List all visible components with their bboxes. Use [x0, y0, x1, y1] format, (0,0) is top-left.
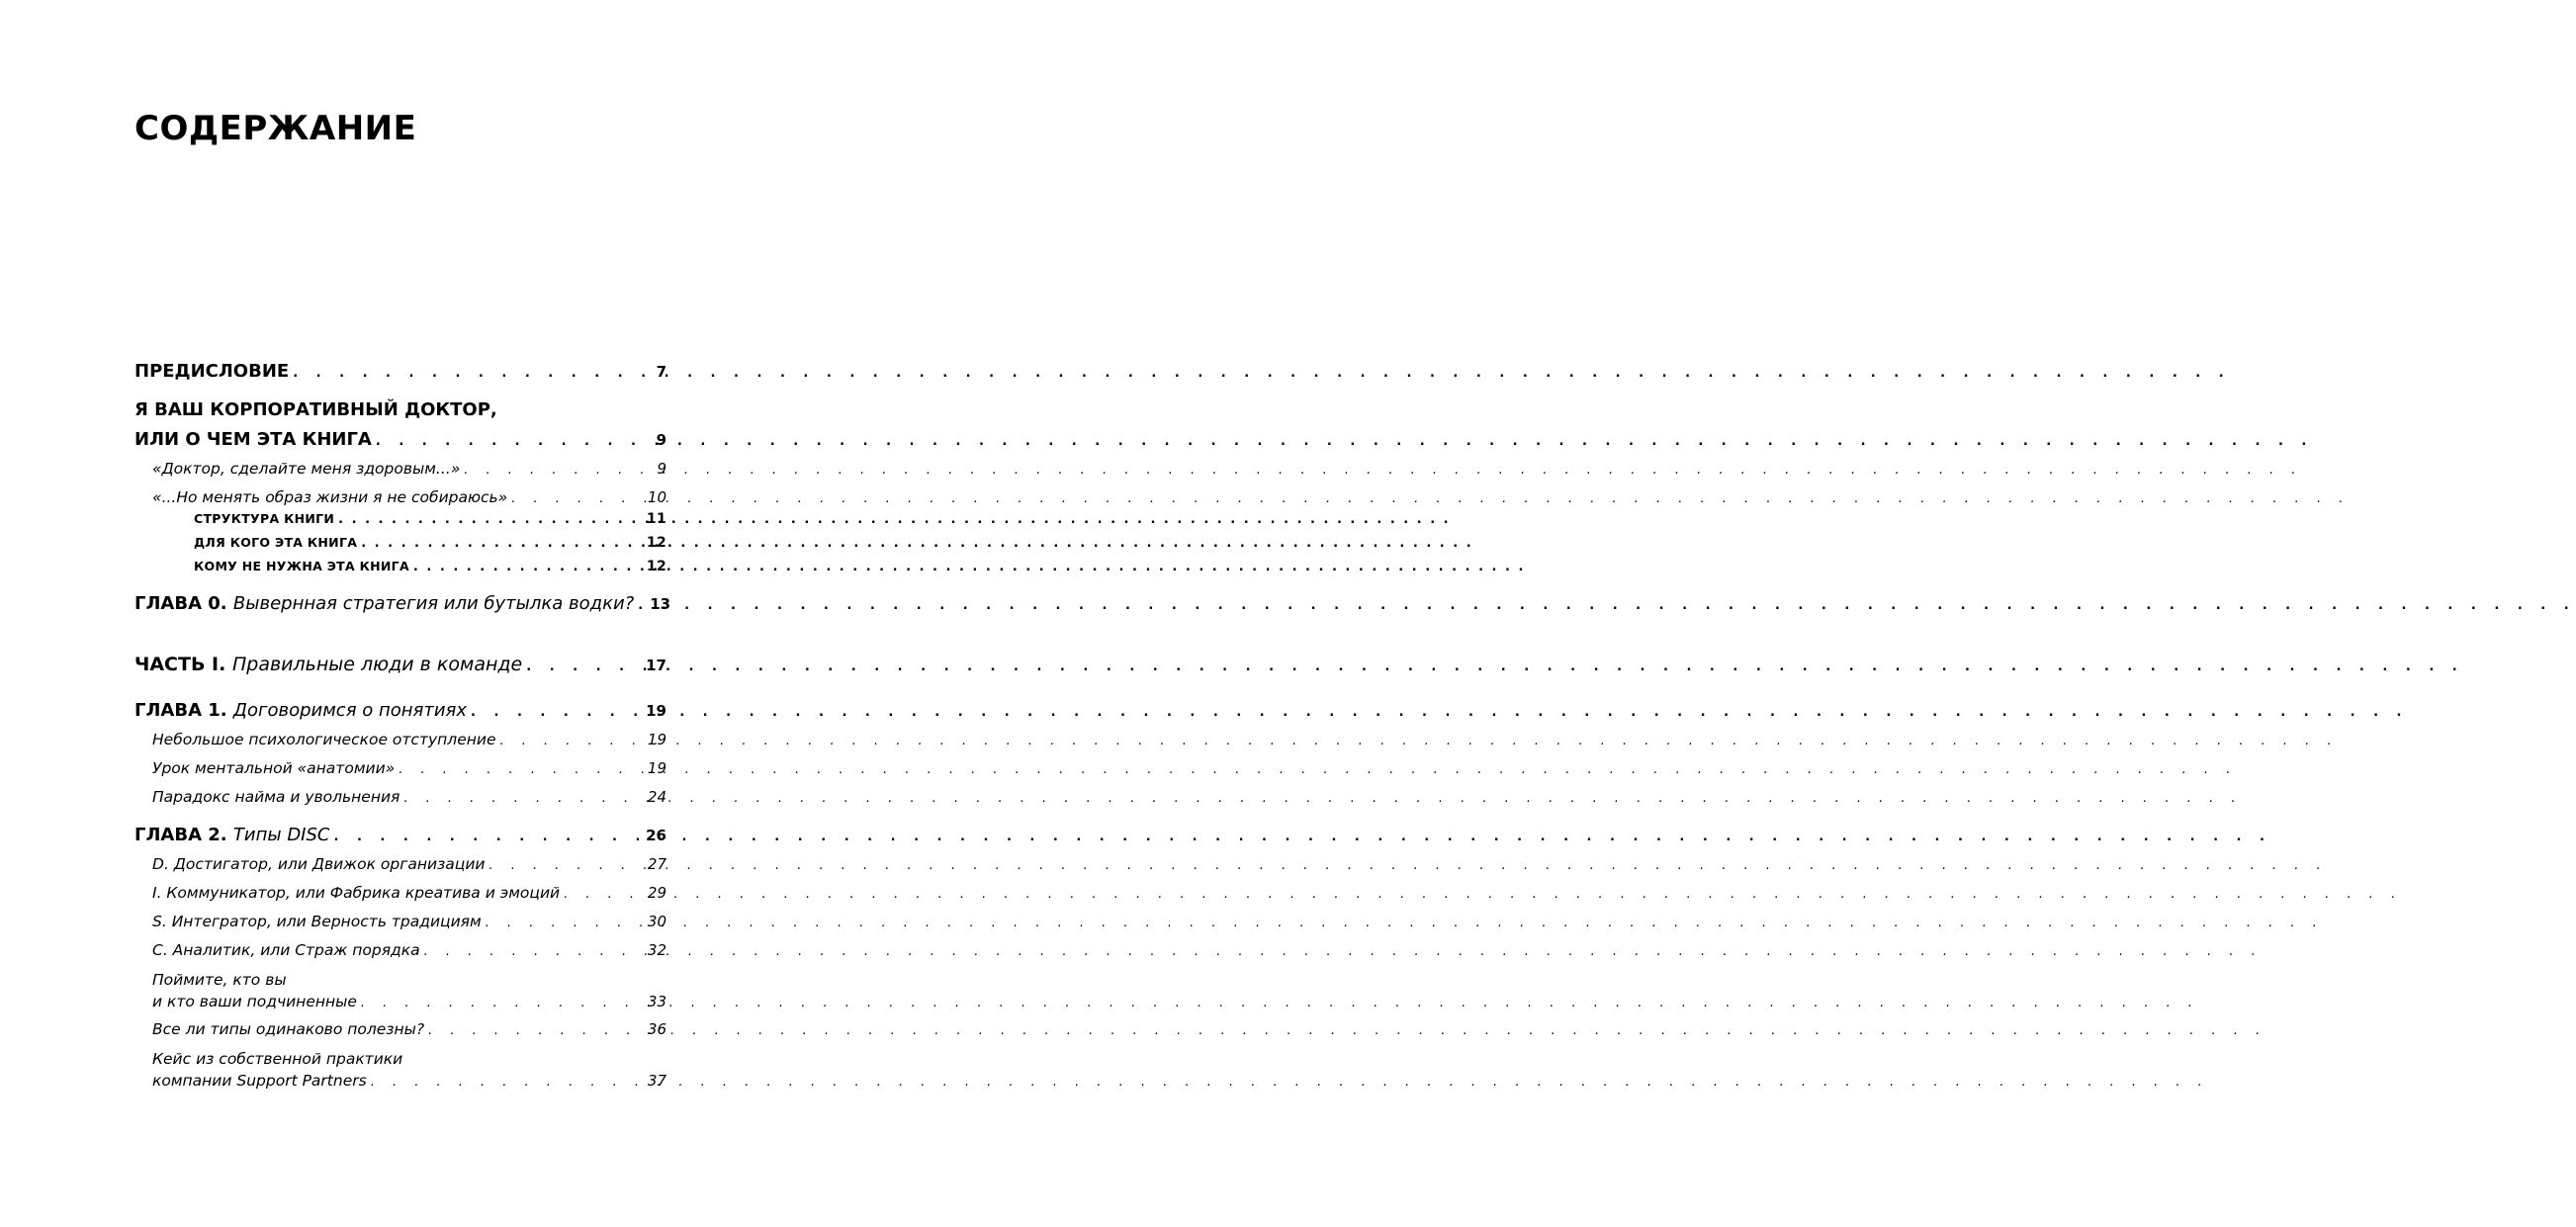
page-number: 10: [647, 488, 666, 506]
page-number: 33: [647, 993, 666, 1010]
dot-leader: [428, 1023, 644, 1038]
toc-entry-intro-item-1[interactable]: [152, 460, 666, 478]
dot-leader: [371, 1075, 644, 1090]
chapter-title: Вывернная стратегия или бутылка водки?: [232, 593, 635, 614]
toc-entry-label: ИЛИ О ЧЕМ ЭТА КНИГА: [134, 429, 372, 450]
dot-leader: [413, 560, 643, 574]
part-prefix: ЧАСТЬ I.: [134, 654, 226, 675]
toc-entry-ch1-item-1[interactable]: [152, 731, 666, 748]
chapter-prefix: ГЛАВА 0.: [134, 593, 227, 614]
toc-entry-ch2-item-1[interactable]: [152, 855, 666, 873]
table-of-contents: [0, 0, 789, 1227]
page-number: 19: [647, 731, 666, 748]
chapter-prefix: ГЛАВА 2.: [134, 825, 227, 845]
toc-entry-label: Урок ментальной «анатомии»: [152, 759, 396, 777]
toc-entry-label: D. Достигатор, или Движок организации: [152, 855, 486, 873]
chapter-title: Типы DISC: [232, 825, 330, 845]
toc-entry-intro-item-2[interactable]: [152, 488, 666, 506]
toc-entry-label: I. Коммуникатор, или Фабрика креатива и эмоций: [152, 884, 561, 902]
page-number: 24: [647, 788, 666, 806]
page-number: 37: [647, 1072, 666, 1090]
page-number: 17: [646, 657, 666, 674]
toc-entry-case-line1[interactable]: Кейс из собственной практики: [152, 1050, 403, 1068]
toc-entry-label: C. Аналитик, или Страж порядка: [152, 941, 420, 959]
page-number: 26: [646, 827, 666, 844]
dot-leader: [361, 996, 644, 1010]
page-title: СОДЕРЖАНИЕ: [134, 109, 417, 148]
toc-entry-label: «...Но менять образ жизни я не собираюсь»: [152, 488, 508, 506]
dot-leader: [333, 830, 642, 844]
dot-leader: [638, 598, 646, 613]
page-number: 12: [646, 559, 666, 574]
dot-leader: [399, 762, 644, 777]
dot-leader: [499, 734, 643, 748]
dot-leader: [293, 366, 652, 381]
page-number: 9: [656, 431, 666, 449]
part-title: Правильные люди в команде: [231, 654, 523, 675]
toc-entry-label: Парадокс найма и увольнения: [152, 788, 400, 806]
toc-entry-label: ПРЕДИСЛОВИЕ: [134, 361, 290, 382]
page-number: 13: [650, 595, 671, 613]
toc-entry-label: [134, 700, 467, 721]
toc-entry-preface[interactable]: [134, 361, 666, 382]
toc-subentry-not-for-whom[interactable]: [194, 559, 666, 574]
toc-entry-label: Небольшое психологическое отступление: [152, 731, 496, 748]
page-number: 9: [657, 460, 666, 478]
toc-entry-label: Все ли типы одинаково полезны?: [152, 1020, 425, 1038]
toc-entry-understand-line1[interactable]: Поймите, кто вы: [152, 971, 287, 989]
page-number: 30: [647, 913, 666, 930]
dot-leader: [376, 434, 653, 449]
dot-leader: [464, 463, 653, 478]
dot-leader: [403, 791, 644, 806]
toc-entry-ch2-item-4[interactable]: [152, 941, 666, 959]
toc-entry-chapter-0[interactable]: [134, 593, 671, 614]
toc-page: [0, 0, 789, 1227]
toc-entry-label: и кто ваши подчиненные: [152, 993, 357, 1010]
page-number: 7: [656, 363, 666, 381]
dot-leader: [471, 705, 642, 720]
dot-leader: [511, 491, 644, 506]
page-number: 27: [647, 855, 666, 873]
toc-subentry-for-whom[interactable]: [194, 535, 666, 551]
toc-entry-label: СТРУКТУРА КНИГИ: [194, 511, 335, 526]
toc-entry-label: [134, 825, 329, 845]
toc-entry-label: ДЛЯ КОГО ЭТА КНИГА: [194, 535, 358, 550]
toc-entry-chapter-1[interactable]: [134, 700, 666, 721]
dot-leader: [338, 512, 643, 527]
dot-leader: [526, 659, 642, 674]
page-number: 32: [647, 941, 666, 959]
toc-entry-label: КОМУ НЕ НУЖНА ЭТА КНИГА: [194, 559, 409, 573]
toc-entry-understand[interactable]: [152, 993, 666, 1010]
dot-leader: [424, 944, 644, 959]
page-number: 36: [647, 1020, 666, 1038]
toc-entry-label: [134, 654, 522, 675]
toc-entry-ch2-item-2[interactable]: [152, 884, 666, 902]
page-number: 29: [647, 884, 666, 902]
toc-entry-label: «Доктор, сделайте меня здоровым...»: [152, 460, 461, 478]
dot-leader: [361, 536, 643, 551]
toc-entry-equal[interactable]: [152, 1020, 666, 1038]
toc-entry-label: S. Интегратор, или Верность традициям: [152, 913, 482, 930]
toc-entry-label: [134, 593, 634, 614]
toc-entry-ch1-item-3[interactable]: [152, 788, 666, 806]
page-number: 12: [646, 535, 666, 551]
toc-entry-case[interactable]: [152, 1072, 666, 1090]
dot-leader: [489, 858, 644, 873]
toc-entry-label: компании Support Partners: [152, 1072, 367, 1090]
page-number: 19: [646, 702, 666, 720]
toc-entry-ch1-item-2[interactable]: [152, 759, 666, 777]
toc-entry-chapter-2[interactable]: [134, 825, 666, 845]
chapter-prefix: ГЛАВА 1.: [134, 700, 227, 721]
page-number: 19: [647, 759, 666, 777]
toc-entry-intro-line1[interactable]: Я ВАШ КОРПОРАТИВНЫЙ ДОКТОР,: [134, 399, 497, 420]
toc-entry-ch2-item-3[interactable]: [152, 913, 666, 930]
toc-entry-part-1[interactable]: [134, 654, 666, 675]
dot-leader: [564, 887, 644, 902]
chapter-title: Договоримся о понятиях: [232, 700, 468, 721]
dot-leader: [486, 916, 644, 930]
toc-subentry-structure[interactable]: [194, 511, 666, 527]
page-number: 11: [646, 511, 666, 527]
toc-entry-intro[interactable]: [134, 429, 666, 450]
